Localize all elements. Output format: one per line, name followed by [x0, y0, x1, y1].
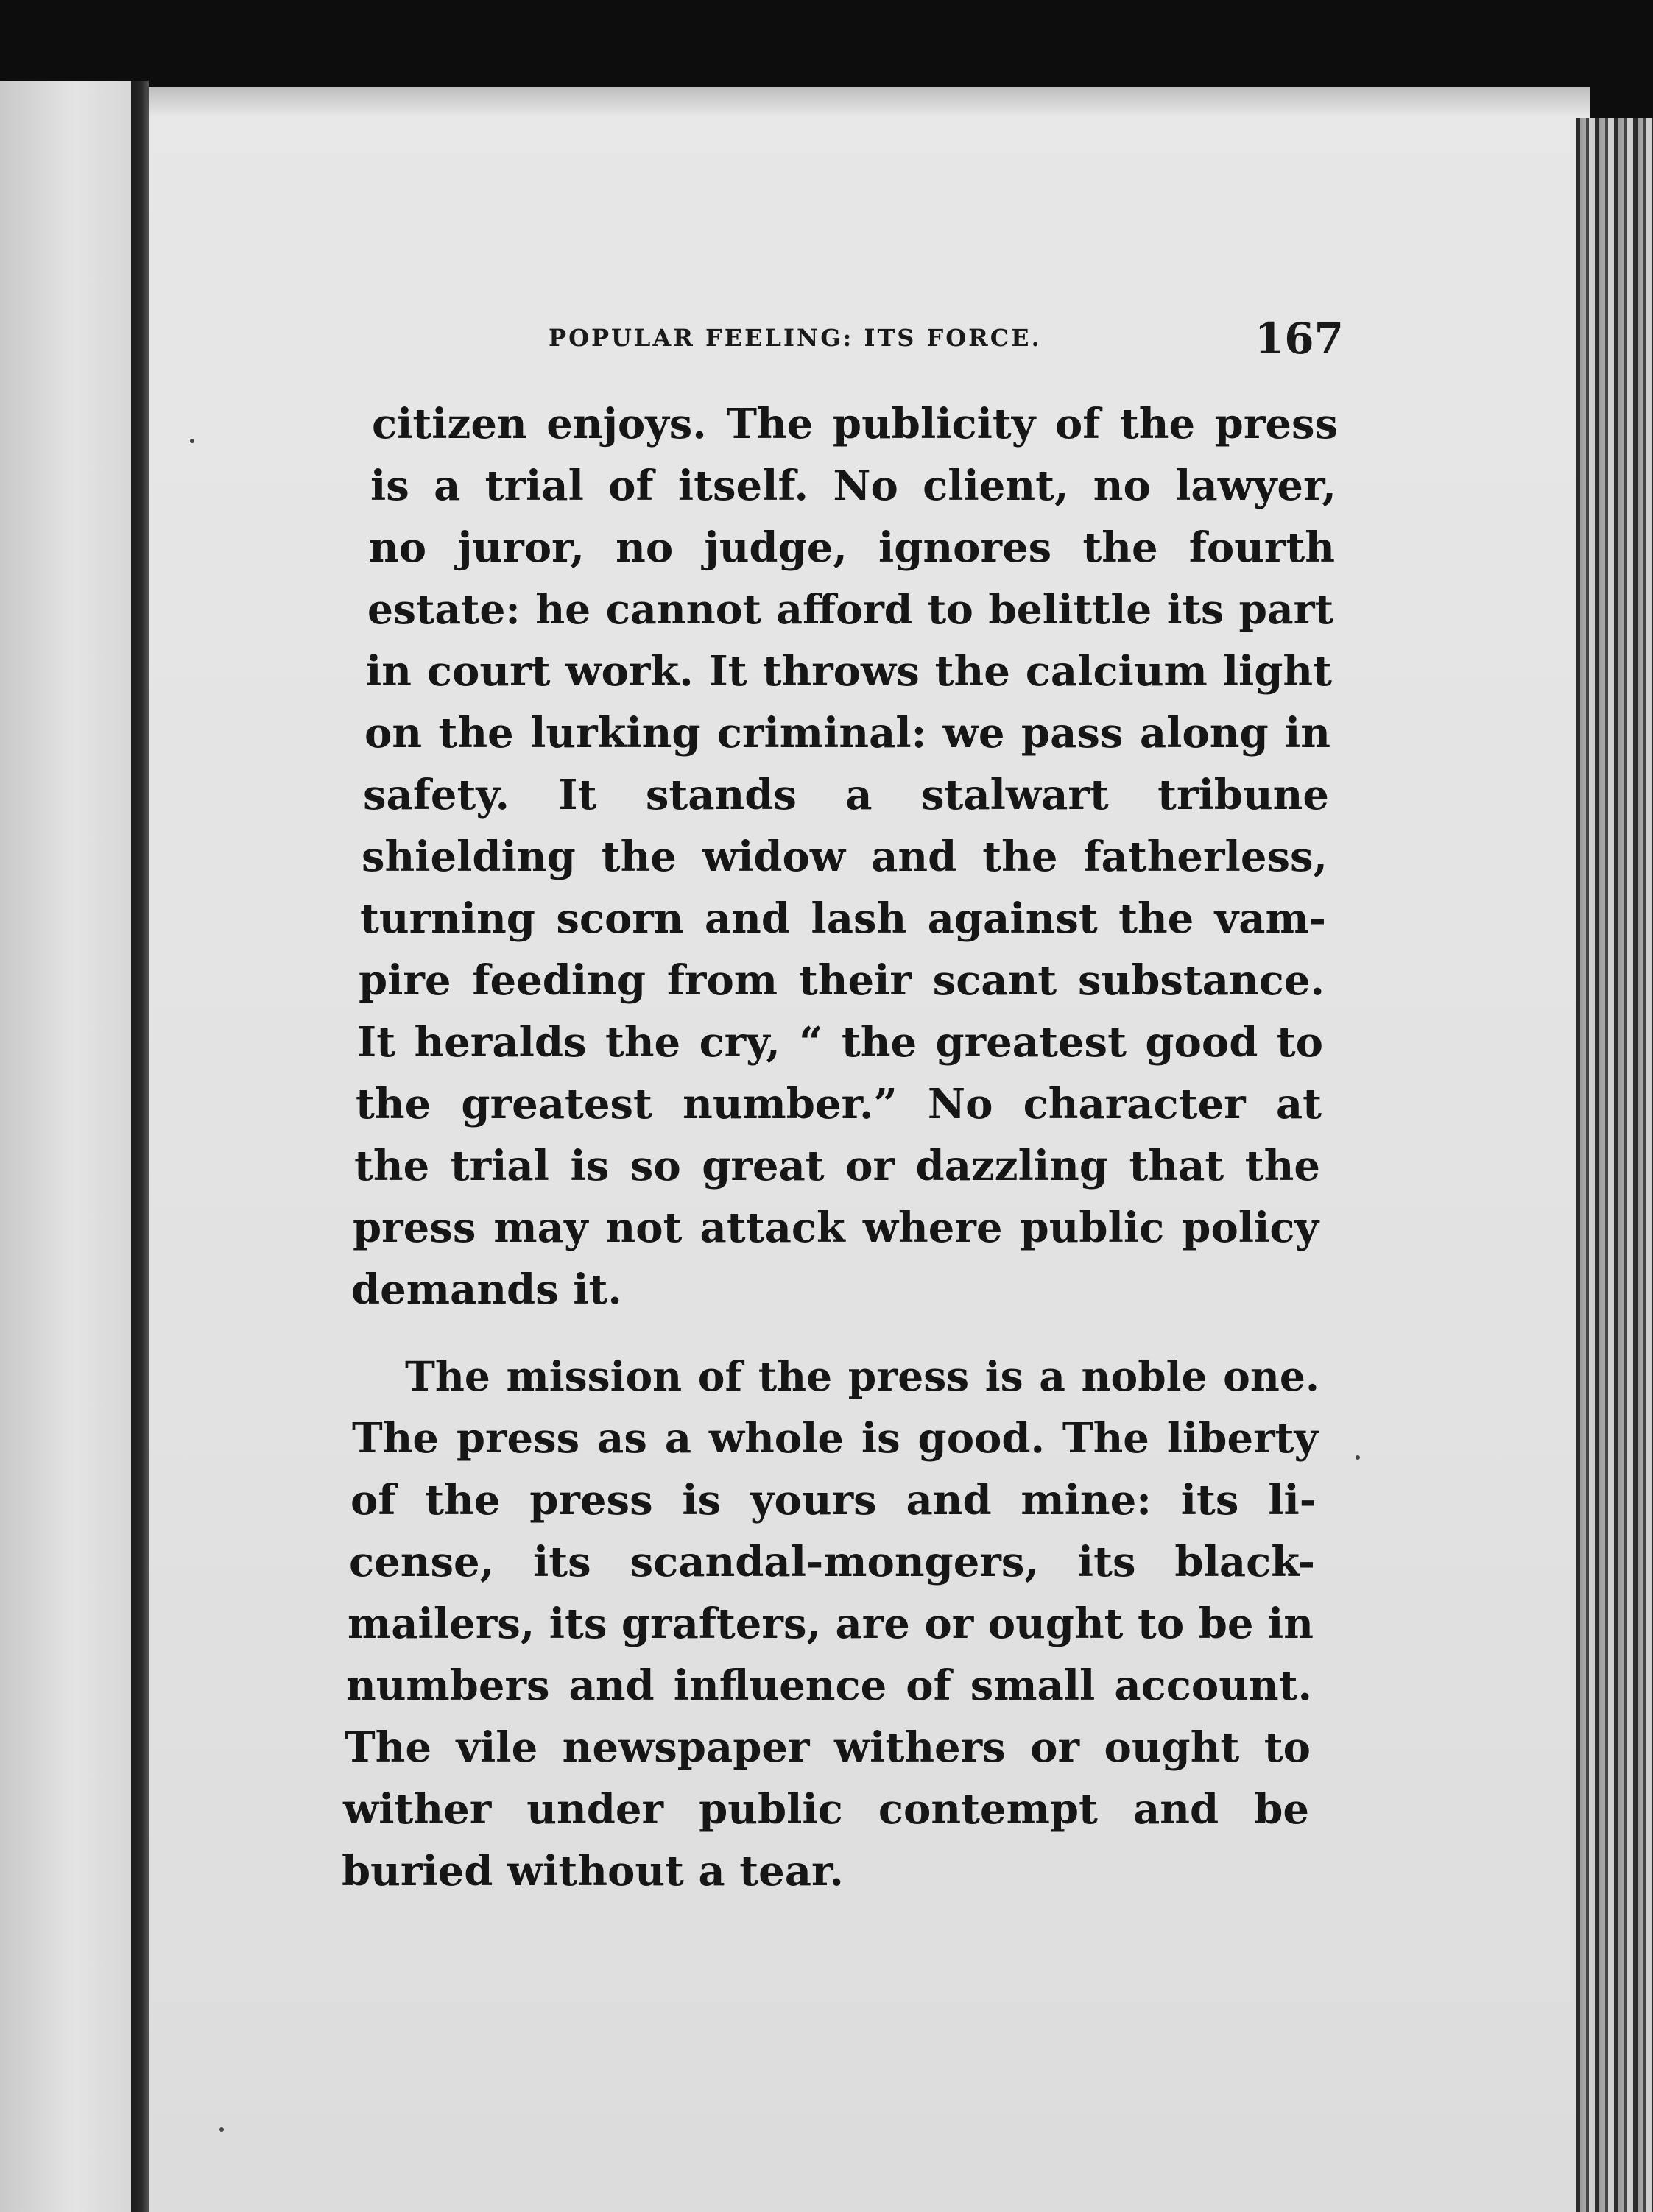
- text-line: the greatest number.” No character at: [356, 1080, 1322, 1128]
- text-line: buried without a tear.: [342, 1847, 844, 1895]
- text-line: The mission of the press is a noble one.: [405, 1352, 1319, 1400]
- text-line: of the press is yours and mine: its li-: [350, 1476, 1317, 1524]
- text-line: no juror, no judge, ignores the fourth: [369, 523, 1335, 572]
- text-line: demands it.: [351, 1265, 622, 1314]
- scan-speck: [219, 2127, 224, 2132]
- left-page-edge: [0, 81, 136, 2212]
- text-line: wither under public contempt and be: [343, 1785, 1309, 1834]
- text-line: safety. It stands a stalwart tribune: [363, 771, 1329, 819]
- text-line: press may not attack where public policy: [353, 1204, 1319, 1252]
- text-line: mailers, its grafters, are or ought to be in: [348, 1600, 1314, 1648]
- page-stack-edges: [1576, 118, 1653, 2212]
- text-line: citizen enjoys. The publicity of the press: [372, 400, 1338, 448]
- running-head: [549, 314, 1344, 365]
- text-line: numbers and influence of small account.: [346, 1661, 1312, 1710]
- text-line: It heralds the cry, “ the greatest good to: [357, 1018, 1323, 1067]
- scan-speck: [1356, 1455, 1360, 1460]
- text-line: turning scorn and lash against the vam-: [360, 894, 1326, 943]
- page-top-shadow: [147, 87, 1590, 116]
- text-line: in court work. It throws the calcium light: [366, 647, 1332, 696]
- text-line: on the lurking criminal: we pass along in: [364, 709, 1330, 757]
- text-line: pire feeding from their scant substance.: [359, 956, 1325, 1005]
- text-line: cense, its scandal-mongers, its black-: [349, 1538, 1315, 1586]
- page-gutter: [131, 81, 149, 2212]
- running-head-title: POPULAR FEELING: ITS FORCE.: [549, 324, 1042, 352]
- text-line: The vile newspaper withers or ought to: [345, 1723, 1311, 1772]
- scan-speck: [190, 439, 194, 443]
- text-line: shielding the widow and the fatherless,: [362, 833, 1328, 881]
- text-line: the trial is so great or dazzling that the: [354, 1142, 1320, 1190]
- text-line: estate: he cannot afford to belittle its part: [367, 585, 1333, 633]
- text-line: The press as a whole is good. The liberty: [352, 1414, 1318, 1463]
- page-number: 167: [1254, 314, 1344, 364]
- text-line: is a trial of itself. No client, no lawyer,: [370, 462, 1336, 510]
